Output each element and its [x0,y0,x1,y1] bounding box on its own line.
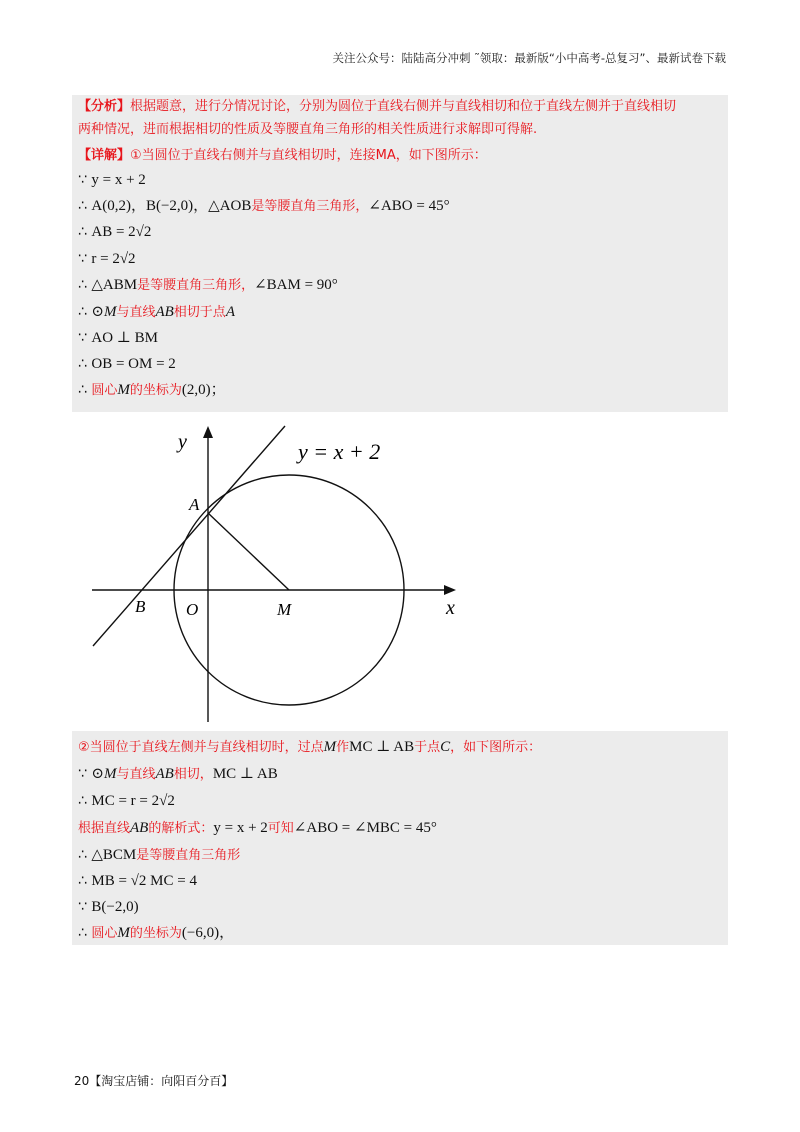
step-math: AB [155,304,174,320]
case2-point-c: C [440,739,451,755]
step-math: A [225,304,235,320]
case2-intro-text: ，如下图所示： [450,740,542,755]
step-math: M [117,382,130,398]
step-math: AB [130,820,149,836]
analysis-line-1 [78,96,722,117]
step-1 [78,170,722,190]
point-o-label: O [186,600,199,619]
step-math: ∠BAM = 90° [254,277,338,293]
case2-line-7 [78,923,722,944]
because-symbol: ∵ [78,172,87,188]
therefore-symbol: ∴ [78,847,87,863]
page-header: 关注公众号：陆陆高分冲刺 ˜领取：最新版“小中高考-总复习”、最新试卷下载 [332,51,726,65]
solution-block-1 [72,95,728,412]
step-note: 相切于点 [173,305,226,320]
case2-line-3 [78,818,722,839]
x-axis-arrow-icon [444,585,456,595]
therefore-symbol: ∴ [78,224,87,240]
step-note: 的解析式： [148,821,214,836]
step-note: 相切， [173,767,213,782]
step-math: △AOB [208,198,252,214]
step-math: △BCM [91,847,137,863]
step-7 [78,328,722,348]
case2-intro-text: 于点 [414,740,441,755]
step-6 [78,302,722,323]
because-symbol: ∵ [78,330,87,346]
figure-svg [72,412,474,729]
point-b-label: B [135,597,146,616]
y-axis-label: y [178,431,187,453]
step-note: 的坐标为 [129,926,182,941]
point-m-label: M [277,600,292,619]
step-math: MC = r = 2√2 [91,793,175,809]
step-math: ∠ABO = ∠MBC = 45° [293,820,437,836]
therefore-symbol: ∴ [78,304,87,320]
step-note: 圆心 [91,926,118,941]
step-math: ∠ABO = 45° [368,198,450,214]
therefore-symbol: ∴ [78,382,87,398]
step-math: MC ⊥ AB [212,766,278,782]
case2-intro-text: 作 [336,740,350,755]
step-note: 是等腰直角三角形 [136,848,241,863]
step-2 [78,196,722,217]
step-note: 与直线 [116,767,156,782]
step-4 [78,249,722,269]
therefore-symbol: ∴ [78,925,87,941]
step-note: 是等腰直角三角形， [251,199,369,214]
case2-intro-math: MC ⊥ AB [349,739,415,755]
step-note: 可知 [267,821,294,836]
case2-intro [78,737,722,758]
step-5 [78,275,722,296]
step-math: ⊙M [91,304,117,320]
analysis-text-2: 两种情况，进而根据相切的性质及等腰直角三角形的相关性质进行求解即可得解. [78,122,538,137]
case1-intro: ①当圆位于直线右侧并与直线相切时，连接MA，如下图所示： [130,148,487,163]
because-symbol: ∵ [78,899,87,915]
analysis-text-1: 根据题意，进行分情况讨论，分别为圆位于直线右侧并与直线相切和位于直线左侧并于直线相切 [130,99,677,114]
step-3 [78,222,722,242]
page-footer: 20【淘宝店铺：向阳百分百】 [74,1074,234,1088]
y-axis-arrow-icon [203,426,213,438]
step-math: A(0,2)，B(−2,0)， [91,198,209,214]
case2-line-6 [78,897,722,917]
case2-point-m: M [323,739,337,755]
geometry-figure [72,412,474,729]
analysis-tag: 【分析】 [78,99,131,114]
detail-intro [78,145,722,166]
step-note: 是等腰直角三角形， [137,278,255,293]
step-math: B(−2,0) [91,899,139,915]
step-9 [78,380,722,401]
case2-line-4 [78,845,722,866]
step-math: △ABM [91,277,138,293]
step-math: ⊙M [91,766,117,782]
step-math: AB [155,766,174,782]
analysis-line-2 [78,119,722,140]
step-math: (2,0)； [181,382,226,398]
step-math: y = x + 2 [91,172,146,188]
step-math: MB = √2 MC = 4 [91,873,197,889]
equation-label: y = x + 2 [298,439,381,464]
step-math: AO ⊥ BM [91,330,158,346]
step-note: 的坐标为 [129,383,182,398]
segment-ma [208,513,289,590]
step-math: AB = 2√2 [91,224,152,240]
therefore-symbol: ∴ [78,277,87,293]
step-note: 圆心 [91,383,118,398]
because-symbol: ∵ [78,766,87,782]
case2-line-5 [78,871,722,891]
point-a-label: A [189,495,200,514]
detail-tag: 【详解】 [78,148,131,163]
step-math: r = 2√2 [91,251,136,267]
case2-line-1 [78,764,722,785]
step-note: 与直线 [116,305,156,320]
therefore-symbol: ∴ [78,873,87,889]
x-axis-label: x [446,597,455,619]
step-math: OB = OM = 2 [91,356,176,372]
step-8 [78,354,722,374]
step-math: M [117,925,130,941]
step-note: 根据直线 [78,821,131,836]
step-math: y = x + 2 [213,820,268,836]
case2-intro-text: ②当圆位于直线左侧并与直线相切时，过点 [78,740,324,755]
solution-block-2 [72,731,728,945]
therefore-symbol: ∴ [78,793,87,809]
therefore-symbol: ∴ [78,356,87,372]
case2-line-2 [78,791,722,811]
therefore-symbol: ∴ [78,198,87,214]
step-math: (−6,0)， [181,925,235,941]
because-symbol: ∵ [78,251,87,267]
